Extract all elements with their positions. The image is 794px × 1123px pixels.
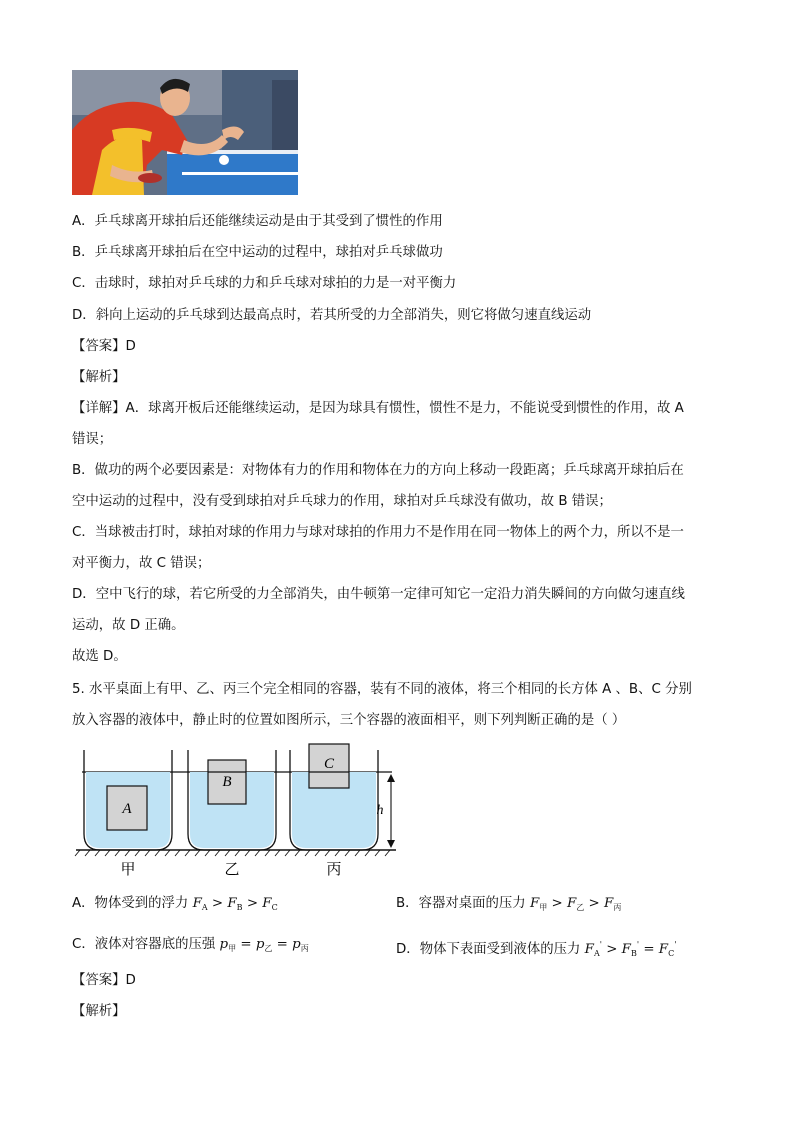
q5-option-c-text: C．液体对容器底的压强 xyxy=(72,937,216,952)
q4-detail-line-4: 空中运动的过程中，没有受到球拍对乒乓球力的作用，球拍对乒乓球没有做功，故 B 错误； xyxy=(72,494,612,509)
q5-option-a xyxy=(72,894,278,918)
block-a-label: A xyxy=(122,801,132,817)
q5-option-c xyxy=(72,935,309,959)
q4-detail-line-6: 对平衡力，故 C 错误； xyxy=(72,556,211,571)
q4-detail-line-8: 运动，故 D 正确。 xyxy=(72,618,185,633)
q5-option-a-formula: $F_A > F_B > F_C$ xyxy=(192,896,278,912)
q4-analysis-heading: 【解析】 xyxy=(72,370,126,385)
block-b-label: B xyxy=(222,774,232,790)
q5-option-b xyxy=(396,894,621,918)
q4-detail-line-2: 错误； xyxy=(72,432,113,447)
containers-diagram xyxy=(74,740,404,880)
height-label: h xyxy=(376,803,384,818)
q5-option-d-text: D．物体下表面受到液体的压力 xyxy=(396,942,581,957)
q5-analysis-heading: 【解析】 xyxy=(72,1004,126,1019)
q4-detail-line-3: B．做功的两个必要因素是：对物体有力的作用和物体在力的方向上移动一段距离；乒乓球离开球拍后在 xyxy=(72,463,684,478)
block-c-label: C xyxy=(323,756,335,772)
q5-option-a-text: A．物体受到的浮力 xyxy=(72,896,189,911)
q5-option-c-formula: $p_甲 = p_乙 = p_丙$ xyxy=(219,937,309,953)
label-bing: 丙 xyxy=(326,860,342,878)
q4-conclusion: 故选 D。 xyxy=(72,649,127,664)
q5-stem-line-1: 5. 水平桌面上有甲、乙、丙三个完全相同的容器，装有不同的液体，将三个相同的长方体 A 、B、C 分别 xyxy=(72,682,692,697)
q4-detail-line-7: D．空中飞行的球，若它所受的力全部消失，由牛顿第一定律可知它一定沿力消失瞬间的方向做匀速直线 xyxy=(72,587,685,602)
photo-illustration xyxy=(72,70,298,195)
table-tennis-player-photo xyxy=(72,70,298,195)
q5-option-d-formula: $F_A' > F_B' = F_C'$ xyxy=(584,940,677,958)
containers-figure xyxy=(74,740,404,880)
table-hatching xyxy=(75,850,390,856)
label-yi: 乙 xyxy=(224,860,240,878)
label-jia: 甲 xyxy=(120,860,136,878)
q4-option-a: A．乒乓球离开球拍后还能继续运动是由于其受到了惯性的作用 xyxy=(72,214,443,229)
q4-option-d: D．斜向上运动的乒乓球到达最高点时，若其所受的力全部消失，则它将做匀速直线运动 xyxy=(72,308,592,323)
q4-detail-line-1: 【详解】A．球离开板后还能继续运动，是因为球具有惯性，惯性不是力，不能说受到惯性的作用，故 A xyxy=(72,401,684,416)
q5-option-b-text: B．容器对桌面的压力 xyxy=(396,896,526,911)
q5-answer: 【答案】D xyxy=(72,973,136,988)
q5-option-d xyxy=(396,935,676,964)
q5-stem-line-2: 放入容器的液体中，静止时的位置如图所示，三个容器的液面相平，则下列判断正确的是（ ） xyxy=(72,713,626,728)
q4-answer: 【答案】D xyxy=(72,339,136,354)
q5-option-b-formula: $F_甲 > F_乙 > F_丙$ xyxy=(529,896,622,912)
q4-option-c: C．击球时，球拍对乒乓球的力和乒乓球对球拍的力是一对平衡力 xyxy=(72,276,457,291)
q4-option-b: B．乒乓球离开球拍后在空中运动的过程中，球拍对乒乓球做功 xyxy=(72,245,443,260)
q4-detail-line-5: C．当球被击打时，球拍对球的作用力与球对球拍的作用力不是作用在同一物体上的两个力，所以不是一 xyxy=(72,525,684,540)
